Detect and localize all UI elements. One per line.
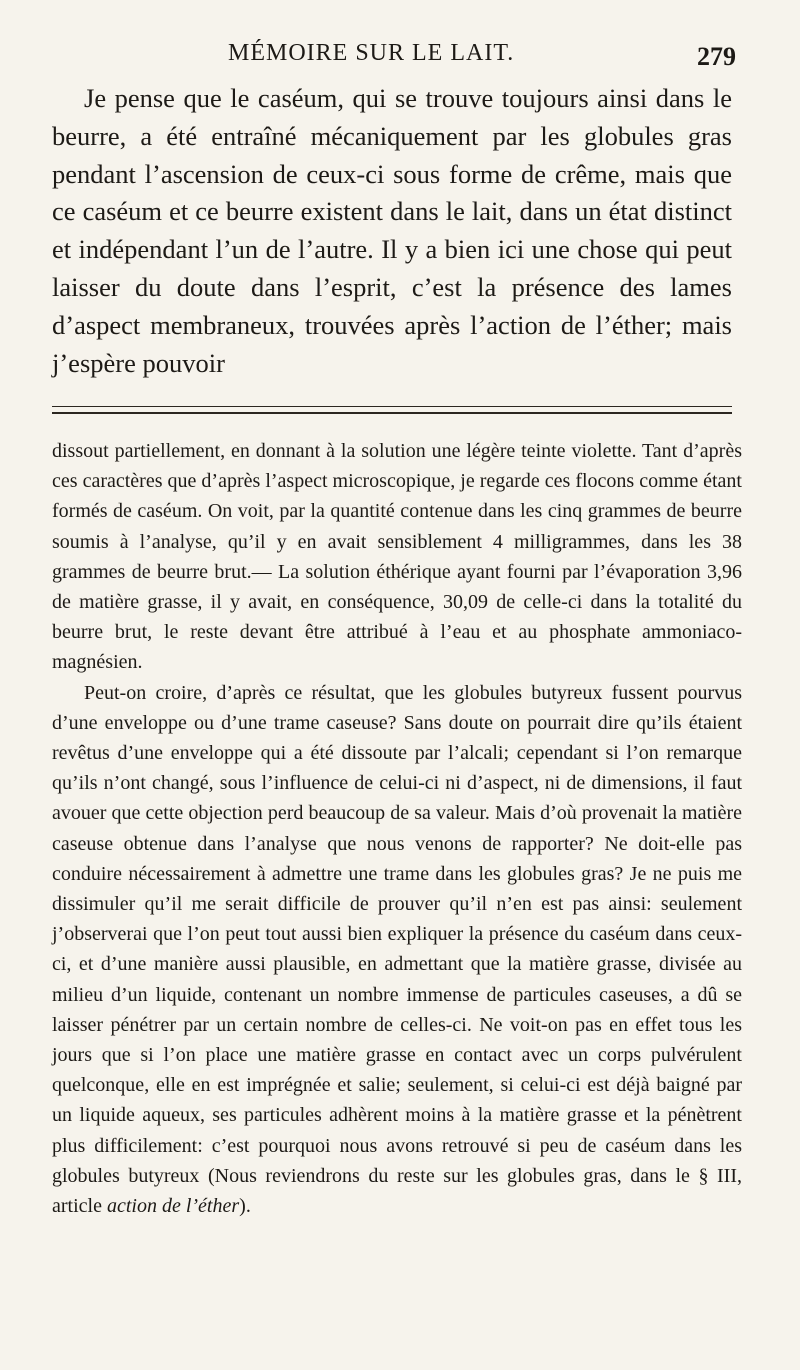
footnote-block xyxy=(52,436,742,1221)
main-text-block xyxy=(52,80,732,382)
closing-punctuation: ). xyxy=(239,1195,251,1218)
running-head xyxy=(0,36,800,76)
italic-reference: action de l’éther xyxy=(106,1195,240,1218)
main-paragraph: Je pense que le caséum, qui se trouve toujours ainsi dans le beurre, a été entraîné mécaniquement par les globules gras pendant l’ascension de ceux-ci sous forme de crême, mais que ce caséum et ce beurre existent dans le lait, dans un état distinct et indépendant l’un de l’autre. Il y a bien ici une chose qui peut laisser du doute dans l’esprit, c’est la présence des lames d’aspect membraneux, trouvées après l’action de l’éther; mais j’espère pouvoir xyxy=(52,83,732,378)
footnote-paragraph-1: dissout partiellement, en donnant à la solution une légère teinte violette. Tant d’après ces caractères que d’après l’aspect microscopique, je regarde ces flocons comme étant formés de caséum. On voit, par la quantité contenue dans les cinq grammes de beurre soumis à l’analyse, qu’il y en avait sensiblement 4 milligrammes, dans les 38 grammes de beurre brut.— La solution éthérique ayant fourni par l’évaporation 3,96 de matière grasse, il y avait, en conséquence, 30,09 de celle-ci dans la totalité du beurre brut, le reste devant être attribué à l’eau et au phosphate ammoniaco-magnésien. xyxy=(52,440,742,674)
running-head-title: MÉMOIRE SUR LE LAIT. xyxy=(228,40,515,66)
footnote-divider xyxy=(52,406,732,414)
footnote-paragraph-2 xyxy=(52,678,742,1222)
footnote-paragraph-2-text: Peut-on croire, d’après ce résultat, que les globules butyreux fussent pourvus d’une enveloppe ou d’une trame caseuse? Sans doute on pourrait dire qu’ils étaient revêtus d’une enveloppe qui a été dissoute par l’alcali; cependant si l’on remarque qu’ils n’ont changé, sous l’influence de celui-ci ni d’aspect, ni de dimensions, il faut avouer que cette objection perd beaucoup de sa valeur. Mais d’où provenait la matière caseuse obtenue dans l’analyse que nous venons de rapporter? Ne doit-elle pas conduire nécessairement à admettre une trame dans les globules gras? Je ne puis me dissimuler qu’il me serait difficile de prouver qu’il n’en est pas ainsi: seulement j’observerai que l’on peut tout aussi bien expliquer la présence du caséum dans ceux-ci, et d’une manière aussi plausible, en admettant que la matière grasse, divisée au milieu d’un liquide, contenant un nombre immense de particules caseuses, a dû se laisser pénétrer par un certain nombre de celles-ci. Ne voit-on pas en effet tous les jours que si l’on place une matière grasse en contact avec un corps pulvérulent quelconque, elle en est imprégnée et salie; seulement, si celui-ci est déjà baigné par un liquide aqueux, ses particules adhèrent moins à la matière grasse et la pénètrent plus difficilement: c’est pourquoi nous avons retrouvé si peu de caséum dans les globules butyreux (Nous reviendrons du reste sur les globules gras, dans le § III, article xyxy=(52,681,742,1218)
page-number: 279 xyxy=(697,42,736,71)
